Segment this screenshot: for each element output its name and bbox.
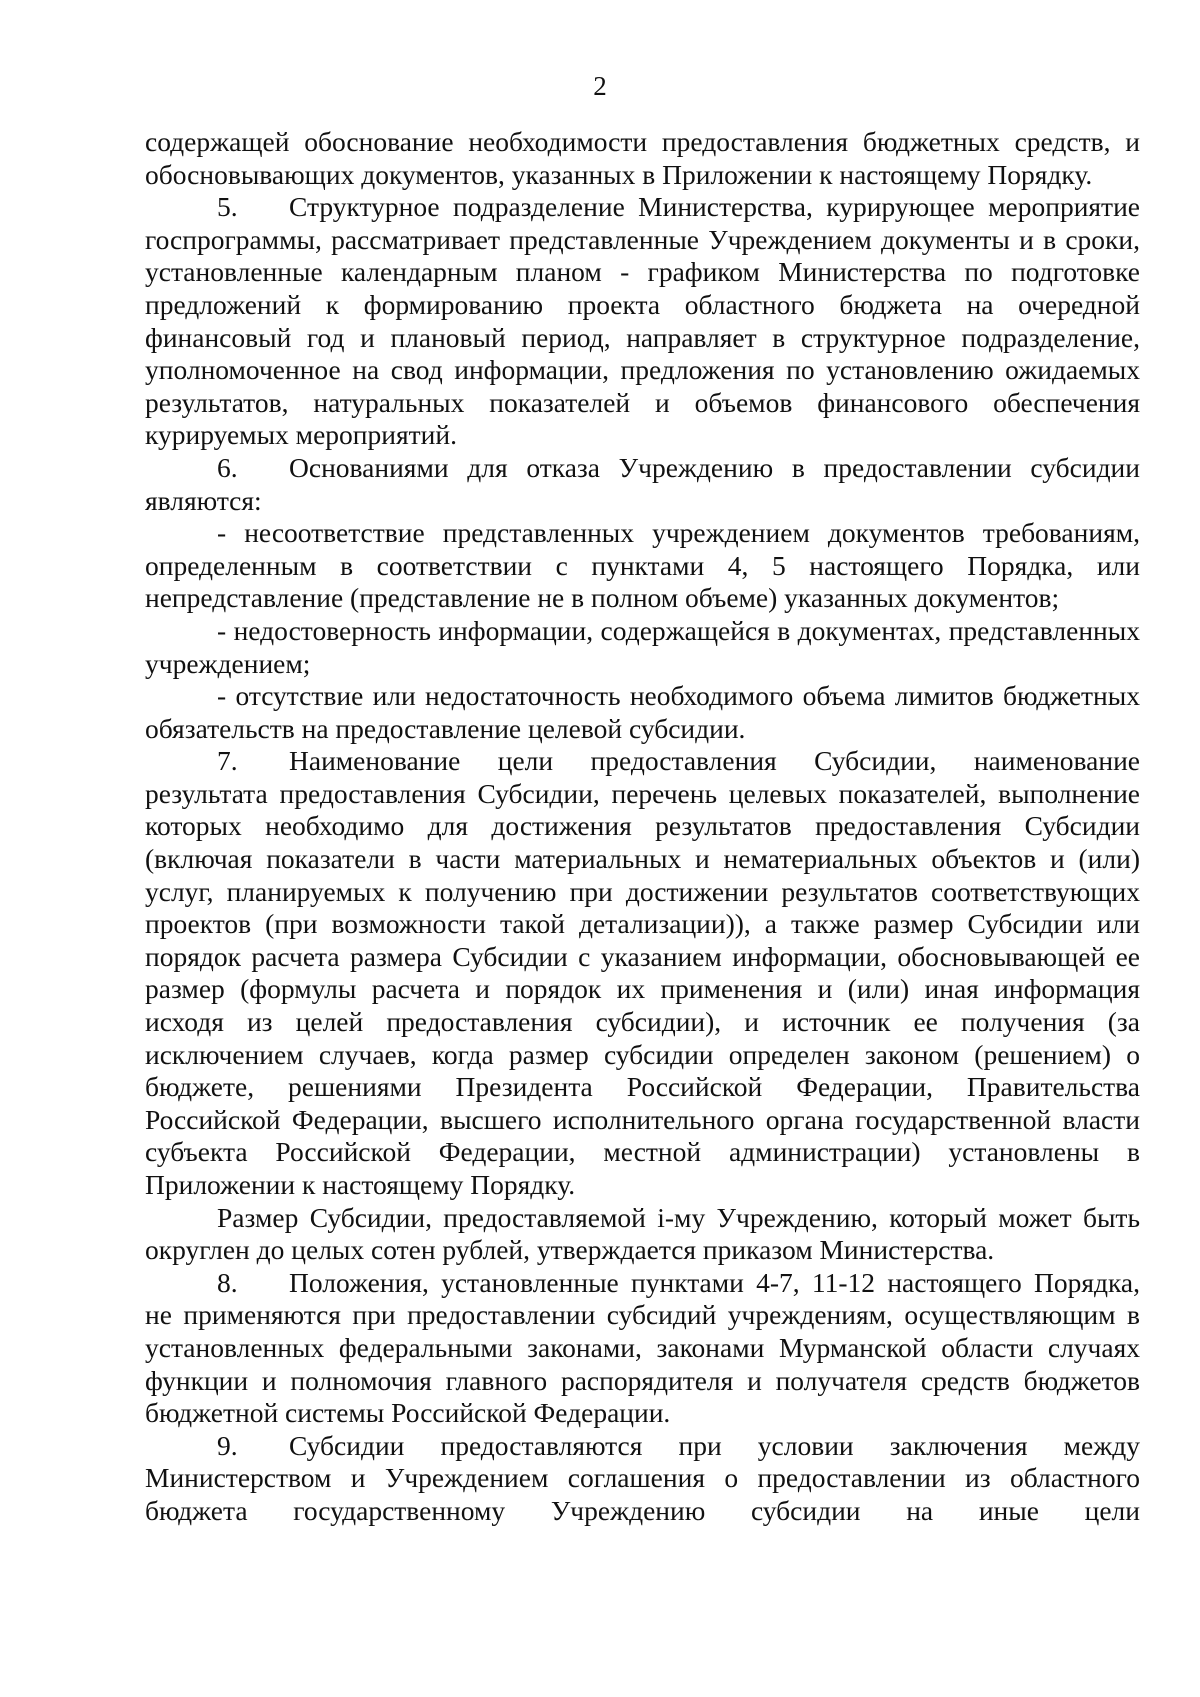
paragraph-number: 9. [217,1429,238,1461]
paragraph-8 [145,1267,1140,1430]
paragraph-text: Размер Субсидии, предоставляемой i-му Учреждению, который может быть округлен до целых сотен рублей, утверждается приказом Министерства. [145,1201,1140,1266]
list-item-text: - отсутствие или недостаточность необходимого объема лимитов бюджетных обязательств на предоставление целевой субсидии. [145,680,1140,744]
paragraph-text: Субсидии предоставляются при условии заключения между Министерством и Учреждением соглашения о предоставлении из областного бюджета государственному Учреждению субсидии на иные цели [145,1429,1140,1526]
paragraph-text: Наименование цели предоставления Субсидии, наименование результата предоставления Субсидии, перечень целевых показателей, выполнение которых необходимо для достижения результатов предоставления Субсидии (включая показатели в части материальных и нематериальных объектов и (или) услуг, планируемых к получению при достижении результатов соответствующих проектов (при возможности такой детализации)), а также размер Субсидии или порядок расчета размера Субсидии с указанием информации, обосновывающей ее размер (формулы расчета и порядок их применения и (или) иная информация исходя из целей предоставления субсидии), и источник ее получения (за исключением случаев, когда размер субсидии определен законом (решением) о бюджете, решениями Президента Российской Федерации, Правительства Российской Федерации, высшего исполнительного органа государственной власти субъекта Российской Федерации, местной администрации) установлены в Приложении к настоящему Порядку. [145,745,1140,1200]
paragraph-6-item-1 [145,517,1140,615]
paragraph-number: 8. [217,1266,238,1298]
paragraph-text: Структурное подразделение Министерства, курирующее мероприятие госпрограммы, рассматривает представленные Учреждением документы и в сроки, установленные календарным планом - графиком Министерства по подготовке предложений к формированию проекта областного бюджета на очередной финансовый год и плановый период, направляет в структурное подразделение, уполномоченное на свод информации, предложения по установлению ожидаемых результатов, натуральных показателей и объемов финансового обеспечения курируемых мероприятий. [145,191,1140,451]
paragraph-text: Положения, установленные пунктами 4-7, 11-12 настоящего Порядка, не применяются при предоставлении субсидий учреждениям, осуществляющим в установленных федеральными законами, законами Мурманской области случаях функции и полномочия главного распорядителя и получателя средств бюджетов бюджетной системы Российской Федерации. [145,1266,1140,1429]
paragraph-number: 5. [217,191,238,223]
paragraph-6-item-3 [145,680,1140,745]
paragraph-7-subsidy-size [145,1202,1140,1267]
paragraph-continuation [145,126,1140,191]
paragraph-5 [145,191,1140,452]
list-item-text: - недостоверность информации, содержащейся в документах, представленных учреждением; [145,614,1140,679]
paragraph-number: 7. [217,745,238,777]
paragraph-text: Основаниями для отказа Учреждению в предоставлении субсидии являются: [145,451,1140,516]
page-number: 2 [593,71,607,101]
paragraph-number: 6. [217,451,238,483]
paragraph-6-item-2 [145,615,1140,680]
paragraph-text: содержащей обоснование необходимости предоставления бюджетных средств, и обосновывающих документов, указанных в Приложении к настоящему Порядку. [145,126,1140,190]
paragraph-6 [145,452,1140,517]
document-body [145,126,1140,1528]
paragraph-9 [145,1430,1140,1528]
paragraph-7 [145,745,1140,1201]
list-item-text: - несоответствие представленных учреждением документов требованиям, определенным в соответствии с пунктами 4, 5 настоящего Порядка, или непредставление (представление не в полном объеме) указанных документов; [145,517,1140,614]
